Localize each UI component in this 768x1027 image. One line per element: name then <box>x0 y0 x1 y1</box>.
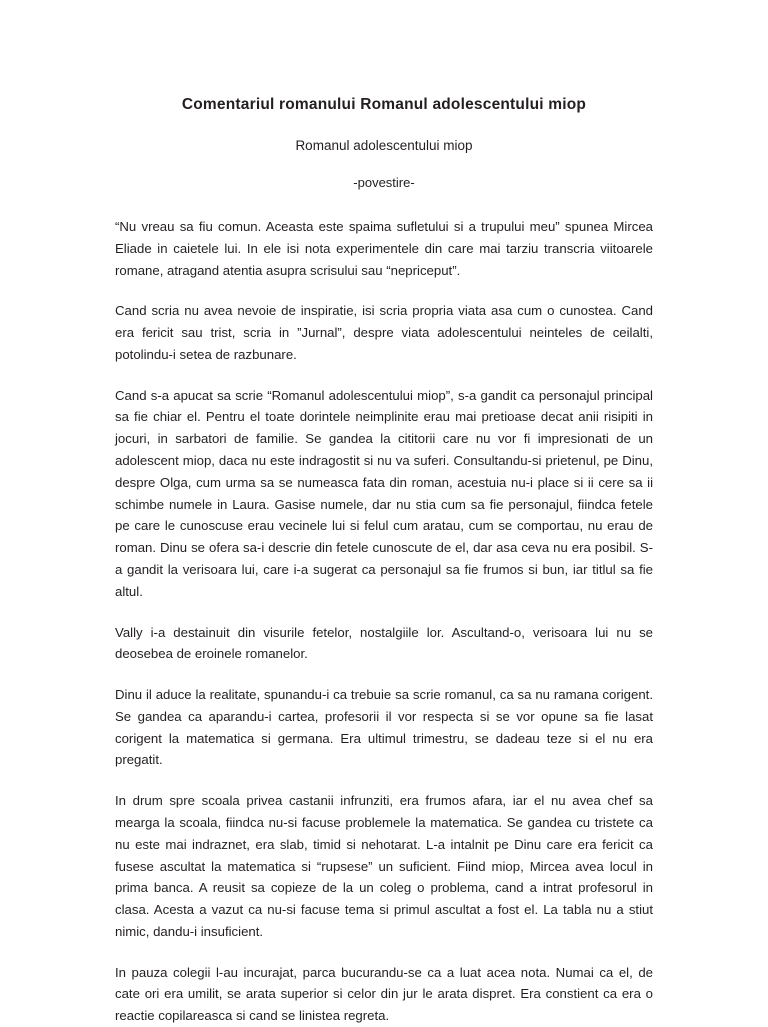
document-genre-label: -povestire- <box>353 175 415 190</box>
paragraph: Cand s-a apucat sa scrie “Romanul adolescentului miop”, s-a gandit ca personajul principal sa fie chiar el. Pentru el toate dorintele neimplinite erau mai pretioase decat anii risipiti in jocuri, in sarbatori de familie. Se gandea la cititorii care nu vor fi impresionati de un adolescent miop, daca nu este indragostit si nu va suferi. Consultandu-si prietenul, pe Dinu, despre Olga, cum urma sa se numeasca fata din roman, acestuia nu-i place si ii cere sa ii schimbe numele in Laura. Gasise numele, dar nu stia cum sa fie personajul, fiindca fetele pe care le cunoscuse erau vecinele lui si felul cum aratau, cum se comportau, nu erau de roman. Dinu se ofera sa-i descrie din fetele cunoscute de el, dar asa ceva nu era posibil. S-a gandit la verisoara lui, care i-a sugerat ca personajul sa fie frumos si bun, iar titlul sa fie altul. <box>115 387 653 599</box>
document-subtitle: Romanul adolescentului miop <box>295 138 473 153</box>
paragraph: Dinu il aduce la realitate, spunandu-i ca trebuie sa scrie romanul, ca sa nu ramana corigent. Se gandea ca aparandu-i cartea, profesorii il vor respecta si se vor opune sa fie lasat corigent la matematica si germana. Era ultimul trimestru, se dadeau teze si el nu era pregatit. <box>115 687 653 768</box>
paragraph: Vally i-a destainuit din visurile fetelor, nostalgiile lor. Ascultand-o, verisoara lui nu se deosebea de eroinele romanelor. <box>115 624 653 662</box>
paragraph: In drum spre scoala privea castanii infrunziti, era frumos afara, iar el nu avea chef sa mearga la scoala, fiindca nu-si facuse problemele la matematica. Se gandea cu tristete ca nu este mai indraznet, era slab, timid si nehotarat. L-a intalnit pe Dinu care era fericit ca fusese ascultat la matematica si “rupsese” un suficient. Fiind miop, Mircea avea locul in prima banca. A reusit sa copieze de la un coleg o problema, cand a intrat profesorul in clasa. Acesta a vazut ca nu-si facuse tema si primul ascultat a fost el. La tabla nu a stiut nimic, dandu-i insuficient. <box>115 793 653 939</box>
paragraph: “Nu vreau sa fiu comun. Aceasta este spaima sufletului si a trupului meu” spunea Mircea Eliade in caietele lui. In ele isi nota experimentele din care mai tarziu transcria viitoarele romane, atragand atentia asupra scrisului sau “nepriceput”. <box>115 219 653 278</box>
paragraph: Cand scria nu avea nevoie de inspiratie, isi scria propria viata asa cum o cunostea. Cand era fericit sau trist, scria in ”Jurnal”, despre viata adolescentului neinteles de ceilalti, potolindu-i setea de razbunare. <box>115 303 653 362</box>
page-title: Comentariul romanului Romanul adolescentului miop <box>181 96 587 113</box>
paragraph: In pauza colegii l-au incurajat, parca bucurandu-se ca a luat acea nota. Numai ca el, de cate ori era umilit, se arata superior si celor din jur le arata dispret. Era constient ca era o reactie copilareasca si cand se linistea regreta. <box>115 964 653 1024</box>
